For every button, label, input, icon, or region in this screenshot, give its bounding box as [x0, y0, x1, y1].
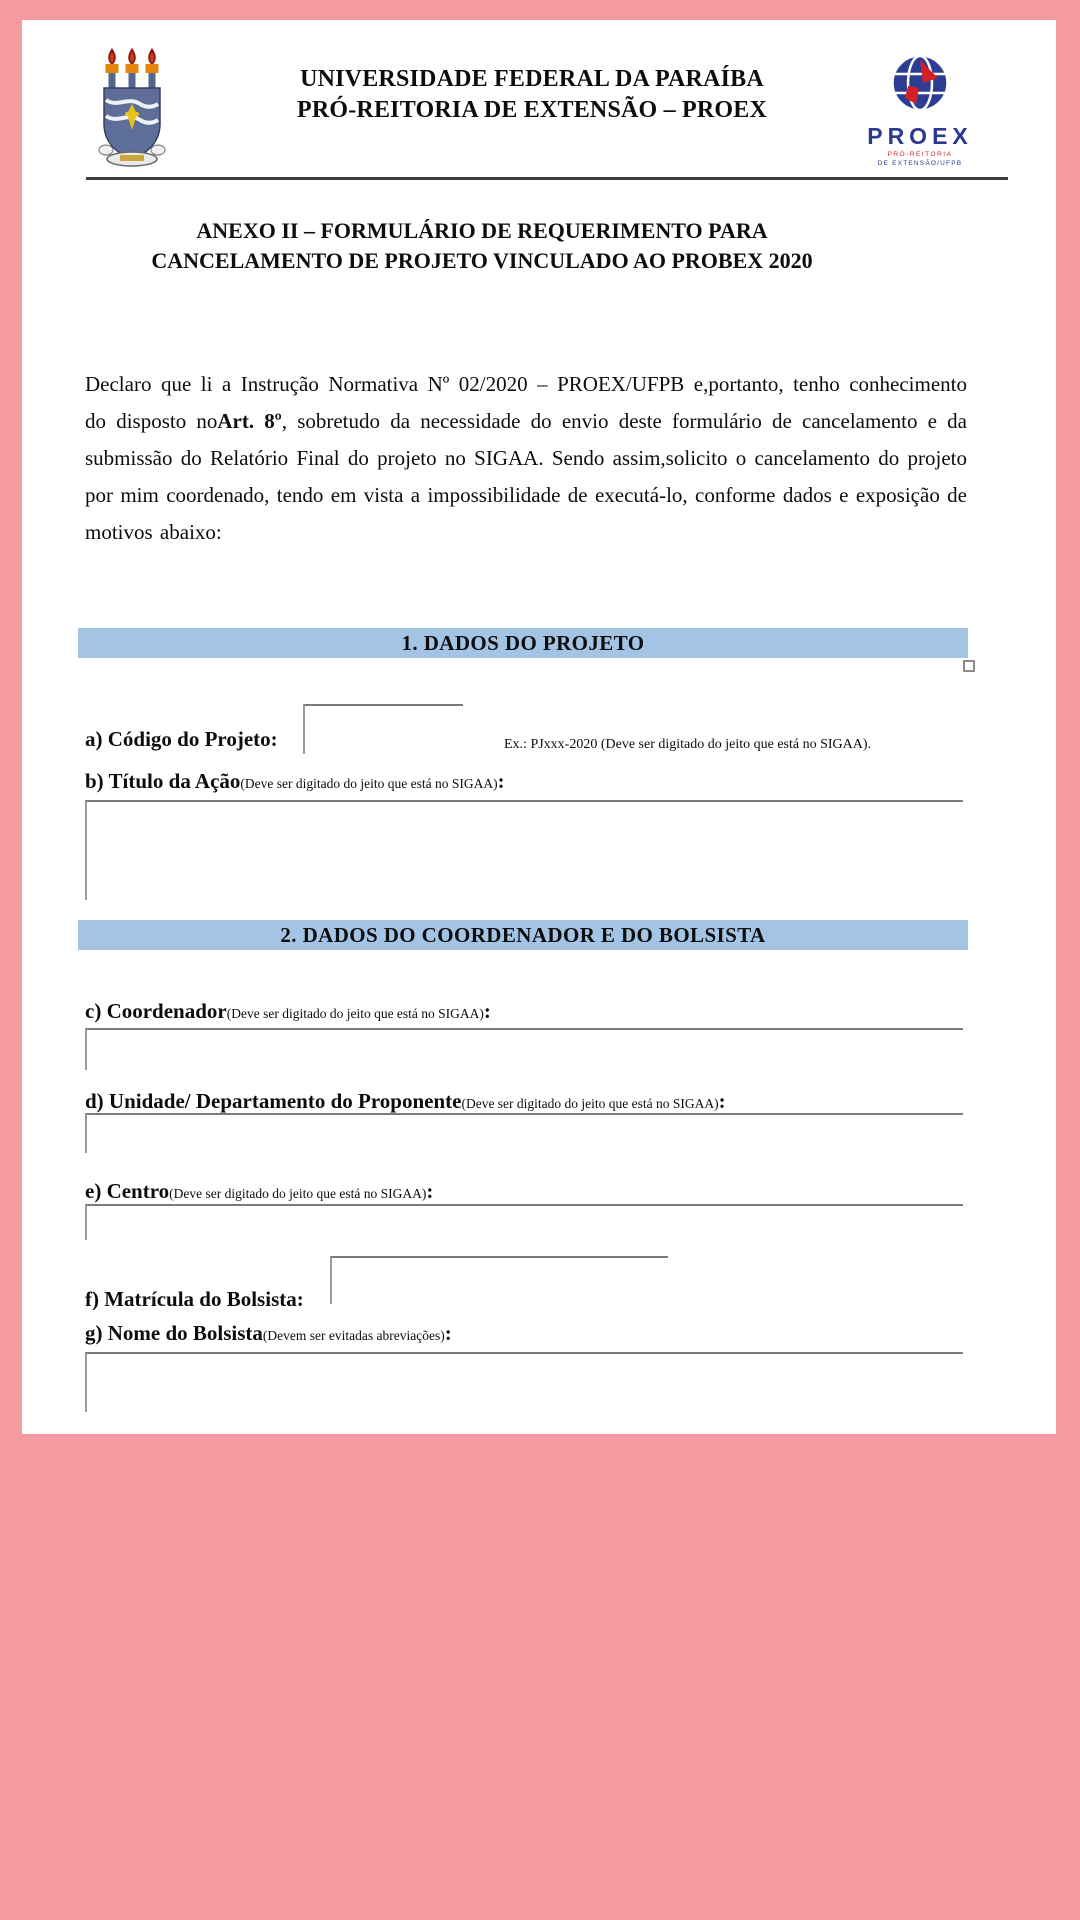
proex-wordmark: PROEX — [867, 123, 973, 149]
declaration-bold-article: Art. 8º — [217, 409, 282, 433]
field-hint-codigo-do-projeto: Ex.: PJxxx-2020 (Deve ser digitado do jeito que está no SIGAA). — [504, 737, 872, 752]
field-inline-hint: (Deve ser digitado do jeito que está no SIGAA) — [226, 1006, 484, 1021]
proex-globe-icon — [885, 48, 955, 118]
field-label-text: b) Título da Ação — [85, 769, 241, 793]
field-label-coordenador — [85, 998, 491, 1027]
field-label-text: e) Centro — [85, 1179, 170, 1203]
field-label-colon: : — [426, 1179, 434, 1203]
field-inline-hint: (Deve ser digitado do jeito que está no SIGAA) — [169, 1186, 427, 1201]
field-label-nome-do-bolsista — [85, 1320, 452, 1349]
header-divider — [86, 177, 1008, 180]
declaration-part2: , sobretudo da necessidade do envio deste formulário de cancelamento e da submissão do Relatório Final do projeto no SIGAA. Sendo assim,solicito o cancelamento do projeto por mim coordenado, tendo em vista a impossibilidade de executá-lo, conforme dados e exposição de motivos abaixo: — [85, 409, 967, 544]
input-nome-do-bolsista[interactable] — [85, 1352, 963, 1412]
section-header-dados-do-projeto: 1. DADOS DO PROJETO — [78, 628, 968, 658]
input-titulo-da-acao[interactable] — [85, 800, 963, 900]
field-label-text: d) Unidade/ Departamento do Proponente — [85, 1089, 462, 1113]
field-label-titulo-da-acao — [85, 768, 505, 797]
field-inline-hint: (Devem ser evitadas abreviações) — [262, 1328, 445, 1343]
document-title-line2: CANCELAMENTO DE PROJETO VINCULADO AO PROBEX 2020 — [151, 248, 813, 273]
declaration-part1: Declaro que li a Instrução Normativa Nº 02/2020 – PROEX/UFPB e,portanto, tenho conhecimento do disposto no — [85, 372, 967, 433]
field-label-text: g) Nome do Bolsista — [85, 1321, 263, 1345]
field-label-colon: : — [497, 769, 505, 793]
ufpb-crest-icon — [92, 46, 172, 170]
field-inline-hint: (Deve ser digitado do jeito que está no SIGAA) — [240, 776, 498, 791]
input-coordenador[interactable] — [85, 1028, 963, 1070]
section-header-dados-coordenador-bolsista: 2. DADOS DO COORDENADOR E DO BOLSISTA — [78, 920, 968, 950]
declaration-paragraph — [85, 366, 967, 551]
input-matricula-do-bolsista[interactable] — [330, 1256, 668, 1304]
input-codigo-do-projeto[interactable] — [303, 704, 463, 754]
input-centro[interactable] — [85, 1204, 963, 1240]
field-inline-hint: (Deve ser digitado do jeito que está no SIGAA) — [461, 1096, 719, 1111]
input-unidade-departamento[interactable] — [85, 1113, 963, 1153]
field-label-colon: : — [718, 1089, 726, 1113]
proex-subtitle-line2: DE EXTENSÃO/UFPB — [877, 160, 963, 167]
document-title-line1: ANEXO II – FORMULÁRIO DE REQUERIMENTO PARA — [196, 218, 768, 243]
anchor-checkbox[interactable] — [963, 660, 975, 672]
field-label-centro — [85, 1178, 433, 1207]
field-label-text: a) Código do Projeto: — [85, 727, 278, 751]
proex-logo — [858, 48, 982, 168]
field-label-colon: : — [483, 999, 491, 1023]
document-page — [22, 20, 1056, 1434]
field-label-colon: : — [444, 1321, 452, 1345]
field-label-text: c) Coordenador — [85, 999, 227, 1023]
document-title — [42, 216, 922, 276]
org-header — [227, 64, 837, 126]
field-label-matricula-do-bolsista — [85, 1286, 304, 1312]
field-label-text: f) Matrícula do Bolsista: — [85, 1287, 304, 1311]
proex-subtitle-line1: PRÓ-REITORIA — [887, 151, 953, 158]
org-name-line2: PRÓ-REITORIA DE EXTENSÃO – PROEX — [296, 97, 768, 123]
org-name-line1: UNIVERSIDADE FEDERAL DA PARAÍBA — [300, 66, 764, 92]
field-label-codigo-do-projeto — [85, 726, 278, 752]
